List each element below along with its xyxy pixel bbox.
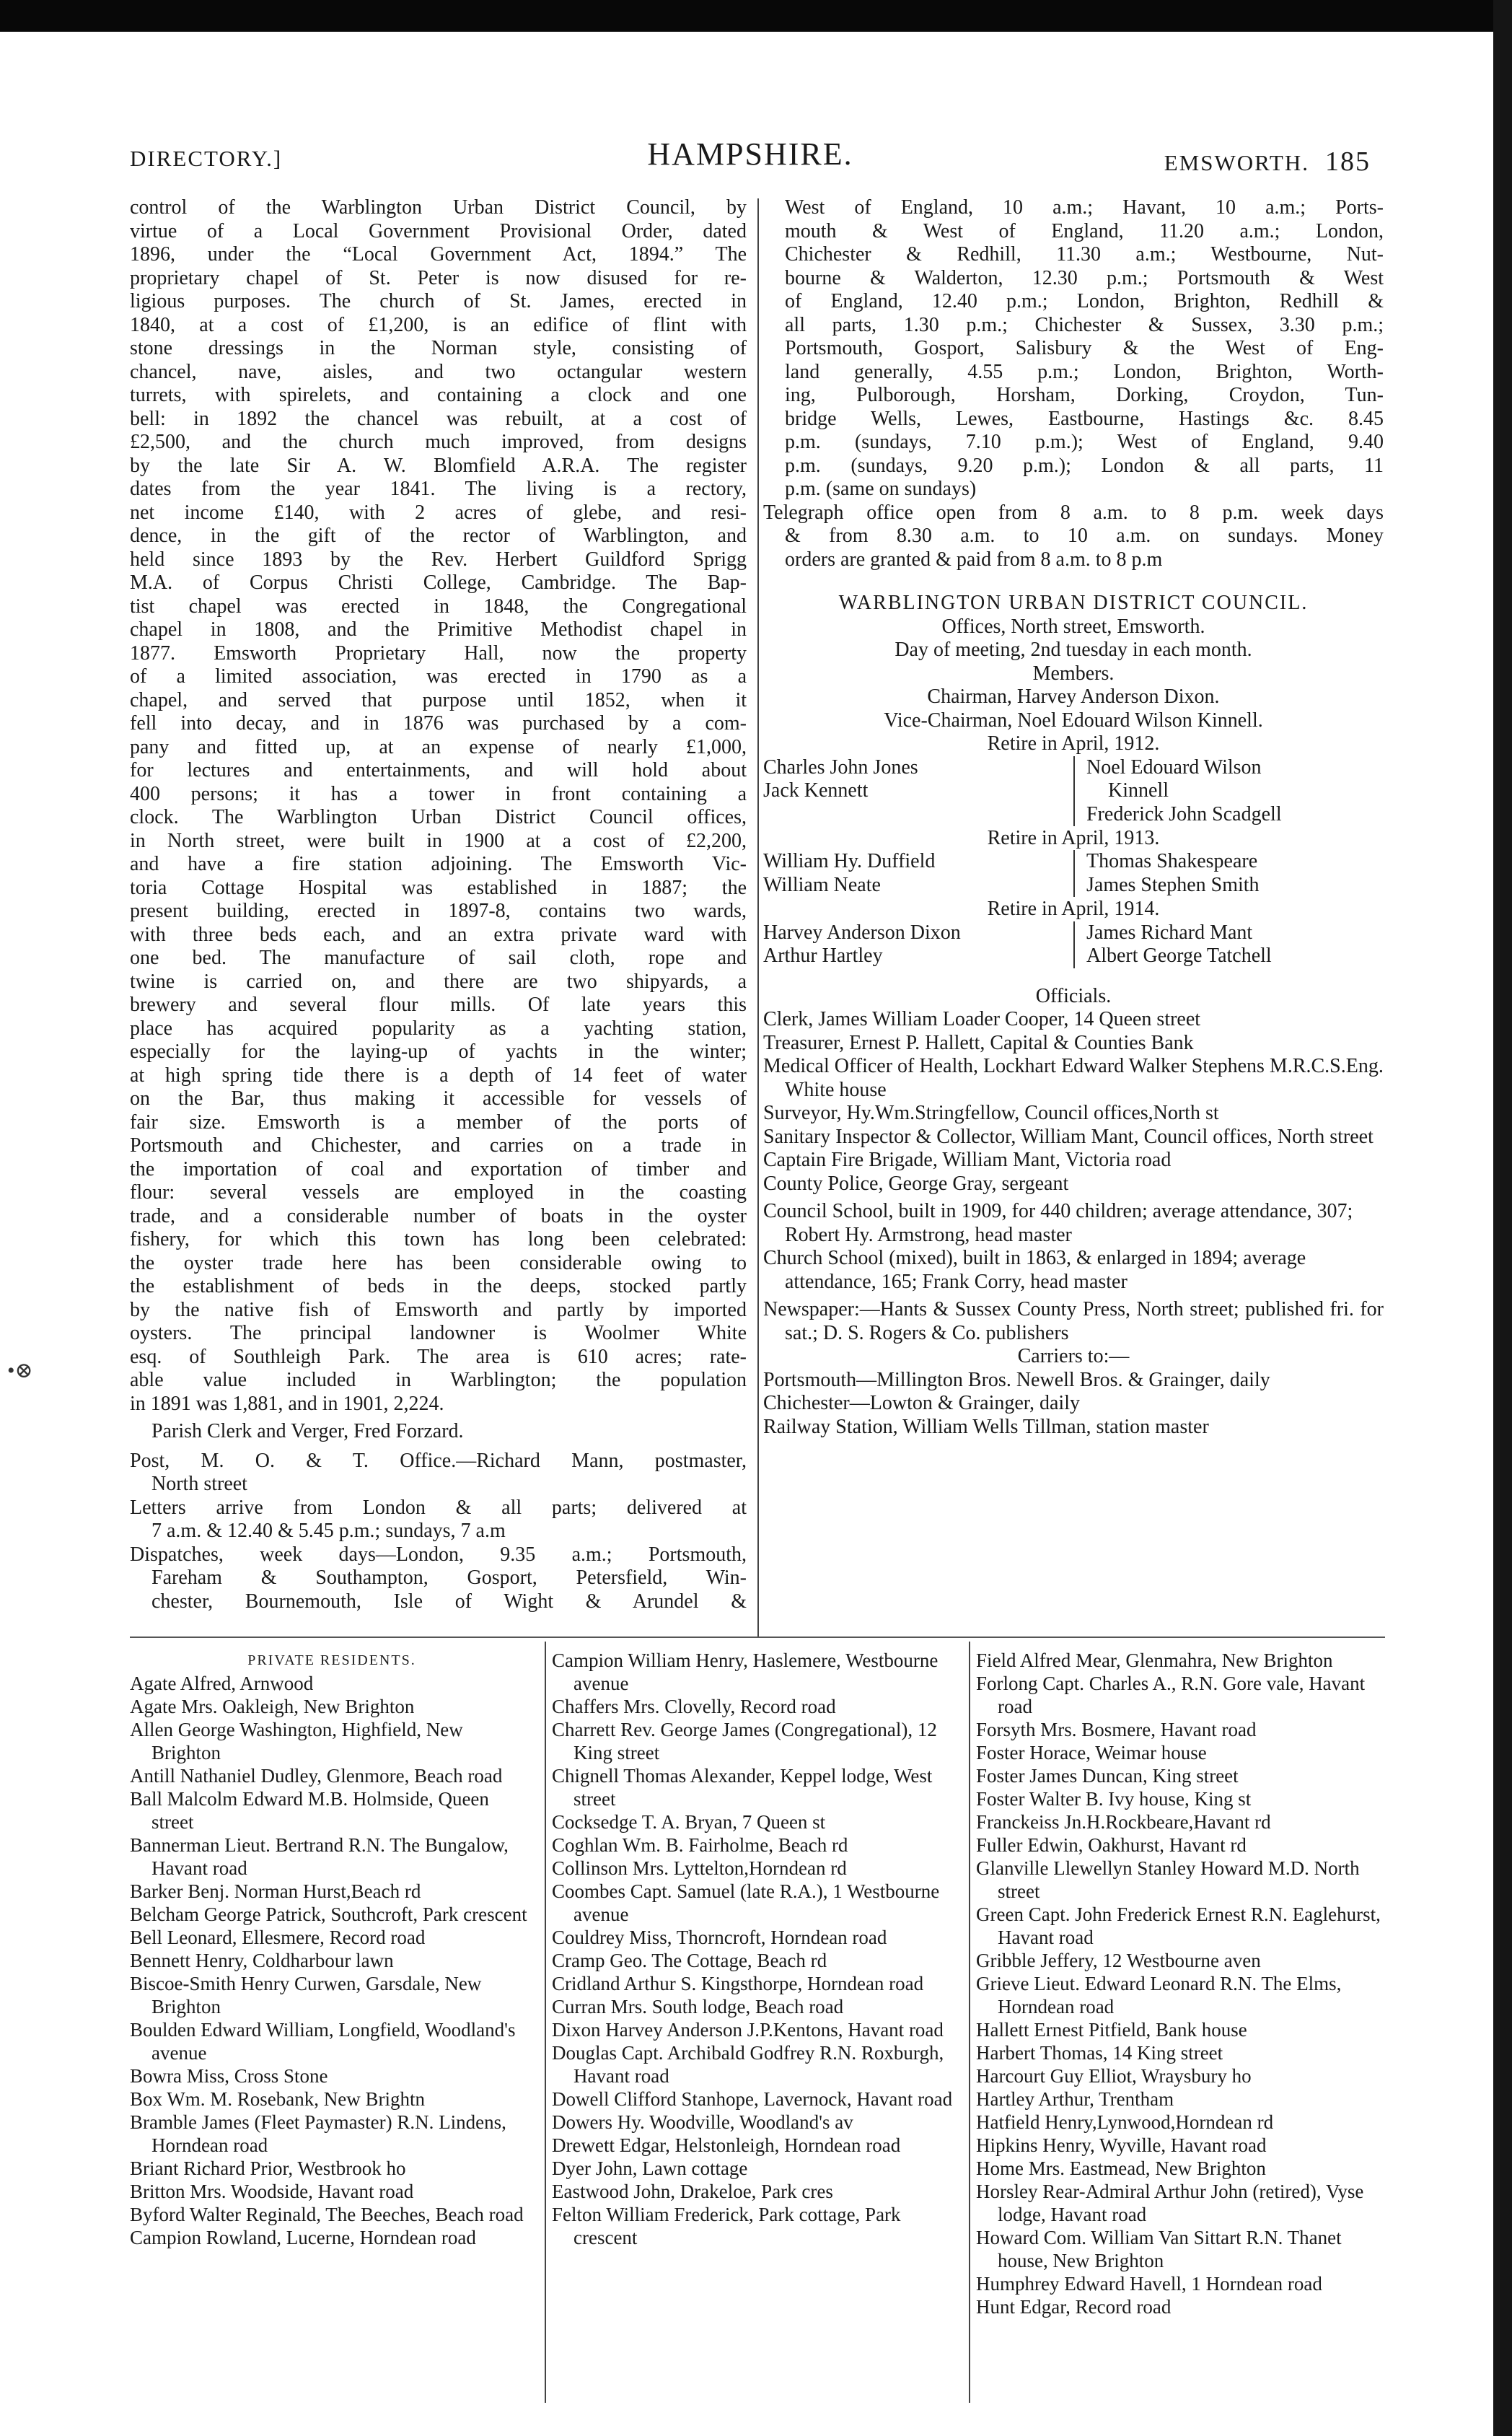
railway-station: Railway Station, William Wells Tillman, station master	[763, 1415, 1209, 1438]
description-line: in 1891 was 1,881, and in 1901, 2,224.	[130, 1392, 444, 1415]
resident-entry: Charrett Rev. George James (Congregational), 12 King street	[552, 1719, 937, 1764]
resident-entry: Harcourt Guy Elliot, Wraysbury ho	[976, 2065, 1252, 2087]
resident-entry: Box Wm. M. Rosebank, New Brightn	[130, 2088, 425, 2110]
post-office-line: 7 a.m. & 12.40 & 5.45 p.m.; sundays, 7 a.m	[151, 1520, 506, 1542]
resident-entry: Cocksedge T. A. Bryan, 7 Queen st	[552, 1811, 826, 1833]
description-line: toria Cottage Hospital was established in 1887; the	[130, 876, 747, 899]
residents-top-rule	[130, 1637, 1385, 1638]
dispatch-line: bourne & Walderton, 12.30 p.m.; Portsmouth & West	[785, 266, 1384, 289]
official-entry: Surveyor, Hy.Wm.Stringfellow, Council offices,North st	[763, 1102, 1219, 1124]
resident-entry: Belcham George Patrick, Southcroft, Park crescent	[130, 1903, 527, 1925]
resident-entry: Collinson Mrs. Lyttelton,Horndean rd	[552, 1857, 847, 1879]
header-left: DIRECTORY.]	[130, 146, 283, 171]
description-line: fair size. Emsworth is a member of the ports of	[130, 1110, 747, 1134]
council-member: Charles John Jones	[763, 755, 918, 779]
carriers-label: Carriers to:—	[1017, 1345, 1130, 1367]
resident-entry: Glanville Llewellyn Stanley Howard M.D. North street	[976, 1857, 1360, 1902]
resident-entry: Gribble Jeffery, 12 Westbourne aven	[976, 1950, 1261, 1971]
header-place: EMSWORTH.	[1164, 150, 1309, 175]
retire-1914: Retire in April, 1914.	[987, 898, 1160, 920]
council-offices: Offices, North street, Emsworth.	[941, 615, 1205, 638]
resident-entry: Eastwood John, Drakeloe, Park cres	[552, 2181, 833, 2202]
description-line: 1840, at a cost of £1,200, is an edifice of flint with	[130, 313, 747, 336]
margin-mark: •⊗	[7, 1359, 33, 1383]
header-right	[1164, 146, 1371, 178]
dispatch-line: Portsmouth, Gosport, Salisbury & the West of Eng-	[785, 337, 1384, 359]
description-line: the importation of coal and exportation of timber and	[130, 1157, 747, 1180]
dispatch-line: all parts, 1.30 p.m.; Chichester & Sussex, 3.30 p.m.;	[785, 313, 1384, 336]
dispatch-line: p.m. (sundays, 9.20 p.m.); London & all parts, 11	[785, 454, 1384, 477]
telegraph-line: Telegraph office open from 8 a.m. to 8 p.m. week days	[763, 501, 1384, 524]
dispatch-line: West of England, 10 a.m.; Havant, 10 a.m.; Ports-	[785, 196, 1384, 219]
dispatch-line: p.m. (sundays, 7.10 p.m.); West of England, 9.40	[785, 431, 1384, 453]
members-1912-right	[1073, 756, 1384, 827]
residents-list-3	[976, 1649, 1384, 2318]
telegraph-line: orders are granted & paid from 8 a.m. to 8 p.m	[785, 548, 1163, 571]
council-member: William Hy. Duffield	[763, 850, 936, 872]
resident-entry: Barker Benj. Norman Hurst,Beach rd	[130, 1880, 421, 1902]
post-office-line: chester, Bournemouth, Isle of Wight & Arundel &	[151, 1590, 747, 1613]
council-chairman: Chairman, Harvey Anderson Dixon.	[927, 685, 1220, 708]
members-label: Members.	[1032, 662, 1115, 685]
description-line: stone dressings in the Norman style, consisting of	[130, 337, 747, 359]
resident-entry: Hatfield Henry,Lynwood,Horndean rd	[976, 2111, 1274, 2133]
description-line: 400 persons; it has a tower in front containing a	[130, 782, 747, 805]
resident-entry: Curran Mrs. South lodge, Beach road	[552, 1996, 844, 2017]
post-office-section	[130, 1450, 747, 1614]
members-1914-right	[1073, 921, 1384, 968]
carrier-entry: Chichester—Lowton & Grainger, daily	[763, 1392, 1080, 1414]
residents-list-2	[552, 1649, 959, 2249]
official-entry: Clerk, James William Loader Cooper, 14 Queen street	[763, 1008, 1201, 1030]
residents-column-2	[552, 1649, 959, 2249]
resident-entry: Forsyth Mrs. Bosmere, Havant road	[976, 1719, 1257, 1740]
residents-divider-2	[969, 1642, 970, 2403]
officials-label: Officials.	[1035, 984, 1112, 1007]
council-member: Arthur Hartley	[763, 945, 883, 967]
dispatch-line: mouth & West of England, 11.20 a.m.; London,	[785, 219, 1384, 242]
description-line: proprietary chapel of St. Peter is now disused for re-	[130, 266, 747, 289]
description-line: esq. of Southleigh Park. The area is 610 acres; rate-	[130, 1345, 747, 1368]
resident-entry: Bennett Henry, Coldharbour lawn	[130, 1950, 394, 1971]
resident-entry: Coghlan Wm. B. Fairholme, Beach rd	[552, 1834, 848, 1856]
page-header	[130, 136, 1371, 179]
resident-entry: Horsley Rear-Admiral Arthur John (retired), Vyse lodge, Havant road	[976, 2181, 1364, 2225]
council-title: WARBLINGTON URBAN DISTRICT COUNCIL.	[838, 592, 1309, 614]
resident-entry: Foster Horace, Weimar house	[976, 1742, 1207, 1764]
council-member: Harvey Anderson Dixon	[763, 921, 961, 944]
description-line: £2,500, and the church much improved, from designs	[130, 431, 747, 453]
members-1912	[763, 756, 1384, 827]
description-line: 1896, under the “Local Government Act, 1894.” The	[130, 243, 747, 266]
resident-entry: Allen George Washington, Highfield, New Brighton	[130, 1719, 463, 1764]
official-entry: Treasurer, Ernest P. Hallett, Capital & Counties Bank	[763, 1031, 1194, 1054]
resident-entry: Chignell Thomas Alexander, Keppel lodge, West street	[552, 1765, 933, 1810]
members-1912-left	[763, 756, 1066, 803]
resident-entry: Agate Mrs. Oakleigh, New Brighton	[130, 1696, 415, 1717]
council-vice-chairman: Vice-Chairman, Noel Edouard Wilson Kinnell.	[884, 709, 1263, 732]
description-line: one bed. The manufacture of sail cloth, rope and	[130, 947, 747, 969]
resident-entry: Franckeiss Jn.H.Rockbeare,Havant rd	[976, 1811, 1271, 1833]
emsworth-description	[130, 196, 747, 1416]
description-line: for lectures and entertainments, and will hold about	[130, 759, 747, 781]
description-line: in North street, were built in 1900 at a cost of £2,200,	[130, 829, 747, 852]
school-entry: Church School (mixed), built in 1863, & enlarged in 1894; average attendance, 165; Frank Corry, head master	[763, 1247, 1306, 1293]
resident-entry: Harbert Thomas, 14 King street	[976, 2042, 1223, 2064]
resident-entry: Byford Walter Reginald, The Beeches, Beach road	[130, 2204, 524, 2225]
description-line: held since 1893 by the Rev. Herbert Guildford Sprigg	[130, 548, 747, 571]
scan-right-border	[1493, 0, 1512, 2436]
resident-entry: Campion Rowland, Lucerne, Horndean road	[130, 2227, 476, 2248]
description-line: Portsmouth and Chichester, and carries on a trade in	[130, 1134, 747, 1157]
telegraph-line: & from 8.30 a.m. to 10 a.m. on sundays. Money	[785, 525, 1384, 547]
members-1913	[763, 850, 1384, 898]
description-line: M.A. of Corpus Christi College, Cambridge. The Bap-	[130, 571, 747, 594]
column-divider	[757, 198, 759, 1638]
description-line: virtue of a Local Government Provisional Order, dated	[130, 219, 747, 242]
resident-entry: Dowell Clifford Stanhope, Lavernock, Havant road	[552, 2088, 953, 2110]
description-line: oysters. The principal landowner is Woolmer White	[130, 1322, 747, 1344]
description-line: on the Bar, thus making it accessible for vessels of	[130, 1087, 747, 1110]
resident-entry: Bramble James (Fleet Paymaster) R.N. Lindens, Horndean road	[130, 2111, 506, 2156]
official-entry: Sanitary Inspector & Collector, William Mant, Council offices, North street	[763, 1125, 1373, 1148]
residents-column-3	[976, 1649, 1384, 2318]
description-line: by the native fish of Emsworth and partly by imported	[130, 1298, 747, 1321]
description-line: the oyster trade here has been considerable owing to	[130, 1251, 747, 1274]
page-number: 185	[1325, 146, 1371, 177]
description-line: 1877. Emsworth Proprietary Hall, now the property	[130, 641, 747, 665]
retire-1912: Retire in April, 1912.	[987, 732, 1160, 755]
description-line: flour: several vessels are employed in the coasting	[130, 1181, 747, 1204]
carrier-entry: Portsmouth—Millington Bros. Newell Bros. & Grainger, daily	[763, 1368, 1270, 1391]
description-line: dence, in the gift of the rector of Warblington, and	[130, 525, 747, 547]
description-line: by the late Sir A. W. Blomfield A.R.A. The register	[130, 454, 747, 477]
description-line: clock. The Warblington Urban District Council offices,	[130, 806, 747, 828]
description-line: chapel in 1808, and the Primitive Methodist chapel in	[130, 618, 747, 641]
resident-entry: Dowers Hy. Woodville, Woodland's av	[552, 2111, 853, 2133]
description-line: the establishment of beds in the deeps, stocked partly	[130, 1275, 747, 1297]
dispatch-line: of England, 12.40 p.m.; London, Brighton, Redhill &	[785, 290, 1384, 312]
resident-entry: Douglas Capt. Archibald Godfrey R.N. Roxburgh, Havant road	[552, 2042, 944, 2087]
council-member: James Richard Mant	[1086, 921, 1253, 944]
resident-entry: Couldrey Miss, Thorncroft, Horndean road	[552, 1927, 887, 1948]
resident-entry: Forlong Capt. Charles A., R.N. Gore vale, Havant road	[976, 1673, 1366, 1717]
description-line: ligious purposes. The church of St. James, erected in	[130, 290, 747, 312]
description-line: of a limited association, was erected in 1790 as a	[130, 665, 747, 688]
telegraph-notice	[763, 501, 1384, 572]
retire-1913: Retire in April, 1913.	[987, 826, 1160, 849]
description-line: place has acquired popularity as a yachting station,	[130, 1017, 747, 1040]
council-member: Noel Edouard Wilson	[1086, 755, 1262, 779]
resident-entry: Howard Com. William Van Sittart R.N. Thanet house, New Brighton	[976, 2227, 1342, 2271]
council-member: Kinnell	[1108, 779, 1169, 802]
dispatch-line: land generally, 4.55 p.m.; London, Brighton, Worth-	[785, 360, 1384, 383]
post-office-line: Fareham & Southampton, Gosport, Petersfield, Win-	[151, 1567, 747, 1589]
members-1913-right	[1073, 850, 1384, 897]
resident-entry: Hunt Edgar, Record road	[976, 2296, 1172, 2318]
description-line: turrets, with spirelets, and containing a clock and one	[130, 384, 747, 406]
county-police: County Police, George Gray, sergeant	[763, 1172, 1069, 1195]
resident-entry: Dyer John, Lawn cottage	[552, 2157, 748, 2179]
resident-entry: Hallett Ernest Pitfield, Bank house	[976, 2019, 1247, 2041]
resident-entry: Dixon Harvey Anderson J.P.Kentons, Havant road	[552, 2019, 944, 2041]
resident-entry: Agate Alfred, Arnwood	[130, 1673, 314, 1694]
description-line: twine is carried on, and there are two shipyards, a	[130, 970, 747, 993]
resident-entry: Campion William Henry, Haslemere, Westbourne avenue	[552, 1649, 939, 1694]
description-line: fishery, for which this town has long been celebrated:	[130, 1228, 747, 1250]
resident-entry: Cridland Arthur S. Kingsthorpe, Horndean road	[552, 1973, 924, 1994]
description-line: especially for the laying-up of yachts in the winter;	[130, 1040, 747, 1063]
description-line: tist chapel was erected in 1848, the Congregational	[130, 595, 747, 618]
members-1913-left	[763, 850, 1066, 897]
description-line: fell into decay, and in 1876 was purchased by a com-	[130, 712, 747, 735]
council-meeting: Day of meeting, 2nd tuesday in each month.	[895, 639, 1252, 661]
left-column	[130, 196, 747, 1613]
official-entry: Medical Officer of Health, Lockhart Edward Walker Stephens M.R.C.S.Eng. White house	[763, 1055, 1384, 1101]
resident-entry: Bowra Miss, Cross Stone	[130, 2065, 328, 2087]
post-office-line: North street	[151, 1473, 247, 1495]
officials-list	[763, 1008, 1384, 1149]
schools-list	[763, 1200, 1384, 1294]
resident-entry: Cramp Geo. The Cottage, Beach rd	[552, 1950, 827, 1971]
description-line: net income £140, with 2 acres of glebe, and resi-	[130, 501, 747, 524]
dispatches-continued	[763, 196, 1384, 501]
dispatch-line: Chichester & Redhill, 11.30 a.m.; Westbourne, Nut-	[785, 243, 1384, 266]
members-1914-left	[763, 921, 1066, 968]
description-line: chapel, and served that purpose until 1852, when it	[130, 688, 747, 711]
residents-divider-1	[545, 1642, 546, 2403]
resident-entry: Drewett Edgar, Helstonleigh, Horndean road	[552, 2134, 901, 2156]
dispatch-line: p.m. (same on sundays)	[785, 478, 977, 500]
description-line: able value included in Warblington; the population	[130, 1369, 747, 1391]
resident-entry: Foster Walter B. Ivy house, King st	[976, 1788, 1252, 1810]
council-member: James Stephen Smith	[1086, 873, 1260, 896]
description-line: brewery and several flour mills. Of late years this	[130, 994, 747, 1016]
resident-entry: Antill Nathaniel Dudley, Glenmore, Beach road	[130, 1765, 503, 1787]
description-line: bell: in 1892 the chancel was rebuilt, at a cost of	[130, 407, 747, 430]
newspaper: Newspaper:—Hants & Sussex County Press, North street; published fri. for sat.; D. S. Rogers & Co. publishers	[763, 1298, 1384, 1344]
resident-entry: Home Mrs. Eastmead, New Brighton	[976, 2157, 1266, 2179]
residents-list-1	[130, 1672, 534, 2249]
resident-entry: Boulden Edward William, Longfield, Woodland's avenue	[130, 2019, 516, 2064]
parish-clerk: Parish Clerk and Verger, Fred Forzard.	[151, 1420, 464, 1442]
description-line: chancel, nave, aisles, and two octangular western	[130, 360, 747, 383]
post-office-line: Post, M. O. & T. Office.—Richard Mann, postmaster,	[130, 1449, 747, 1472]
dispatch-line: bridge Wells, Lewes, Eastbourne, Hastings &c. 8.45	[785, 407, 1384, 430]
dispatch-line: ing, Pulborough, Horsham, Dorking, Croydon, Tun-	[785, 384, 1384, 406]
description-line: dates from the year 1841. The living is a rectory,	[130, 478, 747, 500]
fire-brigade: Captain Fire Brigade, William Mant, Victoria road	[763, 1149, 1172, 1171]
council-member: Jack Kennett	[763, 779, 869, 802]
right-column	[763, 196, 1384, 1439]
residents-heading: PRIVATE RESIDENTS.	[247, 1652, 416, 1668]
council-member: Thomas Shakespeare	[1086, 850, 1258, 872]
resident-entry: Biscoe-Smith Henry Curwen, Garsdale, New Brighton	[130, 1973, 482, 2017]
description-line: control of the Warblington Urban District Council, by	[130, 196, 747, 219]
resident-entry: Chaffers Mrs. Clovelly, Record road	[552, 1696, 836, 1717]
description-line: with three beds each, and an extra private ward with	[130, 923, 747, 946]
council-member: William Neate	[763, 873, 881, 896]
residents-column-1	[130, 1649, 534, 2249]
resident-entry: Briant Richard Prior, Westbrook ho	[130, 2157, 406, 2179]
post-office-line: Dispatches, week days—London, 9.35 a.m.; Portsmouth,	[130, 1543, 747, 1566]
description-line: pany and fitted up, at an expense of nearly £1,000,	[130, 735, 747, 758]
resident-entry: Green Capt. John Frederick Ernest R.N. Eaglehurst, Havant road	[976, 1903, 1381, 1948]
resident-entry: Hipkins Henry, Wyville, Havant road	[976, 2134, 1267, 2156]
council-member: Albert George Tatchell	[1086, 945, 1272, 967]
resident-entry: Fuller Edwin, Oakhurst, Havant rd	[976, 1834, 1247, 1856]
school-entry: Council School, built in 1909, for 440 children; average attendance, 307; Robert Hy. Armstrong, head master	[763, 1200, 1353, 1246]
description-line: trade, and a considerable number of boats in the oyster	[130, 1204, 747, 1227]
header-title: HAMPSHIRE.	[647, 136, 853, 172]
resident-entry: Ball Malcolm Edward M.B. Holmside, Queen street	[130, 1788, 489, 1833]
resident-entry: Bannerman Lieut. Bertrand R.N. The Bungalow, Havant road	[130, 1834, 509, 1879]
description-line: present building, erected in 1897-8, contains two wards,	[130, 900, 747, 922]
resident-entry: Humphrey Edward Havell, 1 Horndean road	[976, 2273, 1322, 2295]
scan-top-border	[0, 0, 1512, 32]
resident-entry: Field Alfred Mear, Glenmahra, New Brighton	[976, 1649, 1333, 1671]
council-member: Frederick John Scadgell	[1086, 802, 1282, 825]
resident-entry: Coombes Capt. Samuel (late R.A.), 1 Westbourne avenue	[552, 1880, 940, 1925]
resident-entry: Felton William Frederick, Park cottage, Park crescent	[552, 2204, 901, 2248]
description-line: and have a fire station adjoining. The Emsworth Vic-	[130, 853, 747, 875]
post-office-line: Letters arrive from London & all parts; delivered at	[130, 1496, 747, 1519]
resident-entry: Bell Leonard, Ellesmere, Record road	[130, 1927, 426, 1948]
carriers-list	[763, 1369, 1384, 1416]
resident-entry: Foster James Duncan, King street	[976, 1765, 1239, 1787]
resident-entry: Britton Mrs. Woodside, Havant road	[130, 2181, 414, 2202]
resident-entry: Hartley Arthur, Trentham	[976, 2088, 1174, 2110]
description-line: at high spring tide there is a depth of 14 feet of water	[130, 1064, 747, 1087]
members-1914	[763, 921, 1384, 969]
resident-entry: Grieve Lieut. Edward Leonard R.N. The Elms, Horndean road	[976, 1973, 1342, 2017]
